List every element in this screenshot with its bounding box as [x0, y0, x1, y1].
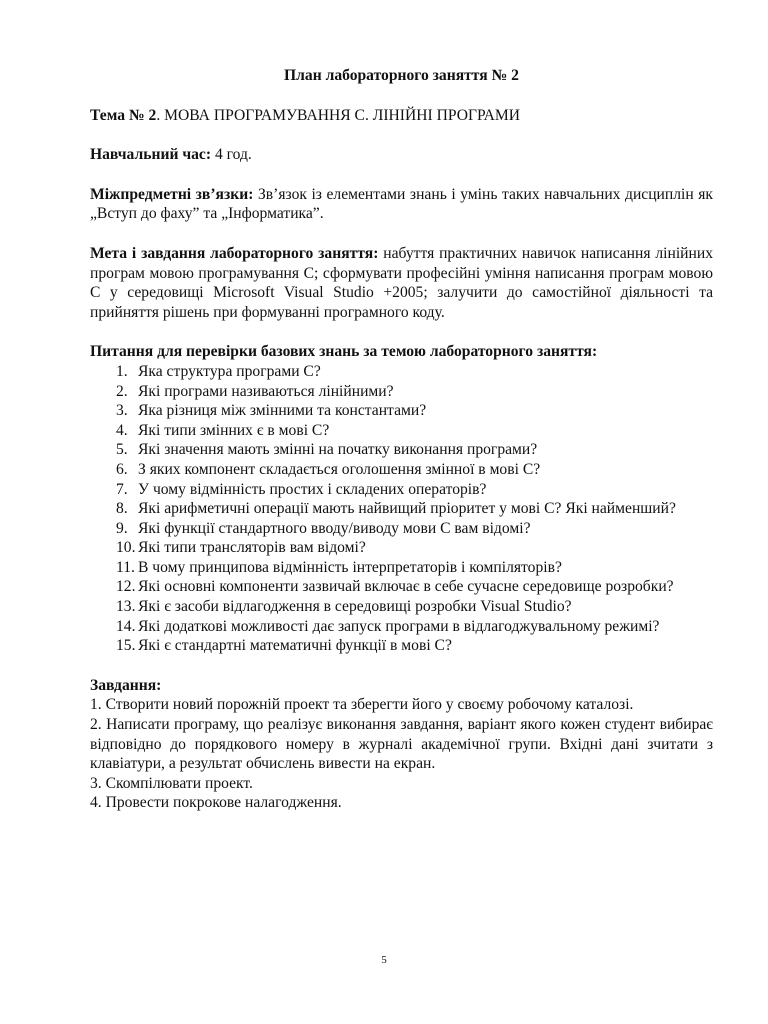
question-text: Які типи змінних є в мові С? — [138, 421, 330, 439]
task-item: 2. Написати програму, що реалізує виконання завдання, варіант якого кожен студент вибирає відповідно до порядкового номеру в журналі академічної групи. Вхідні дані зчитати з клавіатури, а результат обчислень вивести на екран. — [90, 716, 713, 773]
question-text: У чому відмінність простих і складених операторів? — [138, 480, 487, 498]
question-number: 12. — [116, 578, 136, 596]
question-number: 5. — [116, 441, 128, 459]
interdisciplinary-label: Міжпредметні зв’язки: — [90, 185, 254, 203]
question-number: 15. — [116, 637, 136, 655]
question-number: 8. — [116, 500, 128, 518]
question-text: З яких компонент складається оголошення змінної в мові С? — [138, 460, 541, 478]
interdisciplinary-links — [90, 185, 713, 224]
question-number: 1. — [116, 362, 128, 380]
question-text: Які значення мають змінні на початку виконання програми? — [138, 441, 538, 459]
question-text: Які типи трансляторів вам відомі? — [138, 539, 366, 557]
question-text: Які основні компоненти зазвичай включає в себе сучасне середовище розробки? — [138, 578, 674, 596]
tasks-section — [90, 676, 713, 813]
question-text: Яка різниця між змінними та константами? — [138, 402, 427, 420]
theme-text: МОВА ПРОГРАМУВАННЯ С. ЛІНІЙНІ ПРОГРАМИ — [164, 106, 521, 124]
question-number: 4. — [116, 421, 128, 439]
question-text: Які є стандартні математичні функції в мові С? — [138, 637, 452, 655]
hours-value: 4 год. — [211, 146, 252, 164]
questions-list — [90, 362, 713, 656]
theme-separator: . — [156, 106, 165, 124]
question-number: 14. — [116, 617, 136, 635]
theme-label: Тема № 2 — [90, 106, 157, 124]
document-page — [90, 66, 713, 813]
question-item — [90, 617, 713, 637]
question-item — [90, 401, 713, 421]
goal-text: набуття практичних навичок написання лінійних програм мовою програмування С; сформувати професійні уміння написання програм мовою С у середовищі Microsoft Visual Studio +2005; залучити до самостійної діяльності та прийняття рішень при формуванні програмного коду. — [90, 244, 714, 321]
tasks-heading: Завдання: — [90, 676, 162, 694]
question-item — [90, 597, 713, 617]
question-item — [90, 440, 713, 460]
question-number: 13. — [116, 598, 136, 616]
question-item — [90, 519, 713, 539]
goal-label: Мета і завдання лабораторного заняття: — [90, 244, 379, 262]
question-item — [90, 362, 713, 382]
question-item — [90, 460, 713, 480]
question-item — [90, 480, 713, 500]
task-item: 1. Створити новий порожній проект та зберегти його у своєму робочому каталозі. — [90, 696, 634, 714]
question-text: В чому принципова відмінність інтерпретаторів і компіляторів? — [138, 558, 562, 576]
question-number: 11. — [116, 558, 135, 576]
question-text: Які функції стандартного вводу/виводу мови С вам відомі? — [138, 519, 531, 537]
question-text: Яка структура програми С? — [138, 362, 321, 380]
question-number: 6. — [116, 460, 128, 478]
question-item — [90, 421, 713, 441]
study-hours — [90, 145, 713, 165]
page-title: План лабораторного заняття № 2 — [284, 67, 519, 84]
question-item — [90, 636, 713, 656]
goal-section — [90, 244, 713, 322]
question-item — [90, 538, 713, 558]
question-text: Які програми називаються лінійними? — [138, 382, 394, 400]
question-item — [90, 499, 713, 519]
questions-heading: Питання для перевірки базових знань за темою лабораторного заняття: — [90, 343, 598, 361]
question-item — [90, 558, 713, 578]
question-number: 2. — [116, 382, 128, 400]
question-text: Які є засоби відлагодження в середовищі розробки Visual Studio? — [138, 598, 572, 616]
question-text: Які додаткові можливості дає запуск програми в відлагоджувальному режимі? — [138, 617, 660, 635]
question-text: Які арифметичні операції мають найвищий пріоритет у мові С? Які найменший? — [138, 500, 676, 518]
question-number: 7. — [116, 480, 128, 498]
interdisciplinary-text: Зв’язок із елементами знань і умінь таких навчальних дисциплін як „Вступ до фаху” та „Інформатика”. — [90, 185, 713, 223]
question-number: 3. — [116, 402, 128, 420]
task-item: 4. Провести покрокове налагодження. — [90, 794, 342, 812]
question-number: 9. — [116, 519, 128, 537]
question-number: 10. — [116, 539, 136, 557]
task-item: 3. Скомпілювати проект. — [90, 774, 253, 792]
hours-label: Навчальний час: — [90, 146, 212, 164]
question-item — [90, 382, 713, 402]
theme-line — [90, 106, 713, 126]
question-item — [90, 577, 713, 597]
page-number: 5 — [381, 954, 387, 966]
